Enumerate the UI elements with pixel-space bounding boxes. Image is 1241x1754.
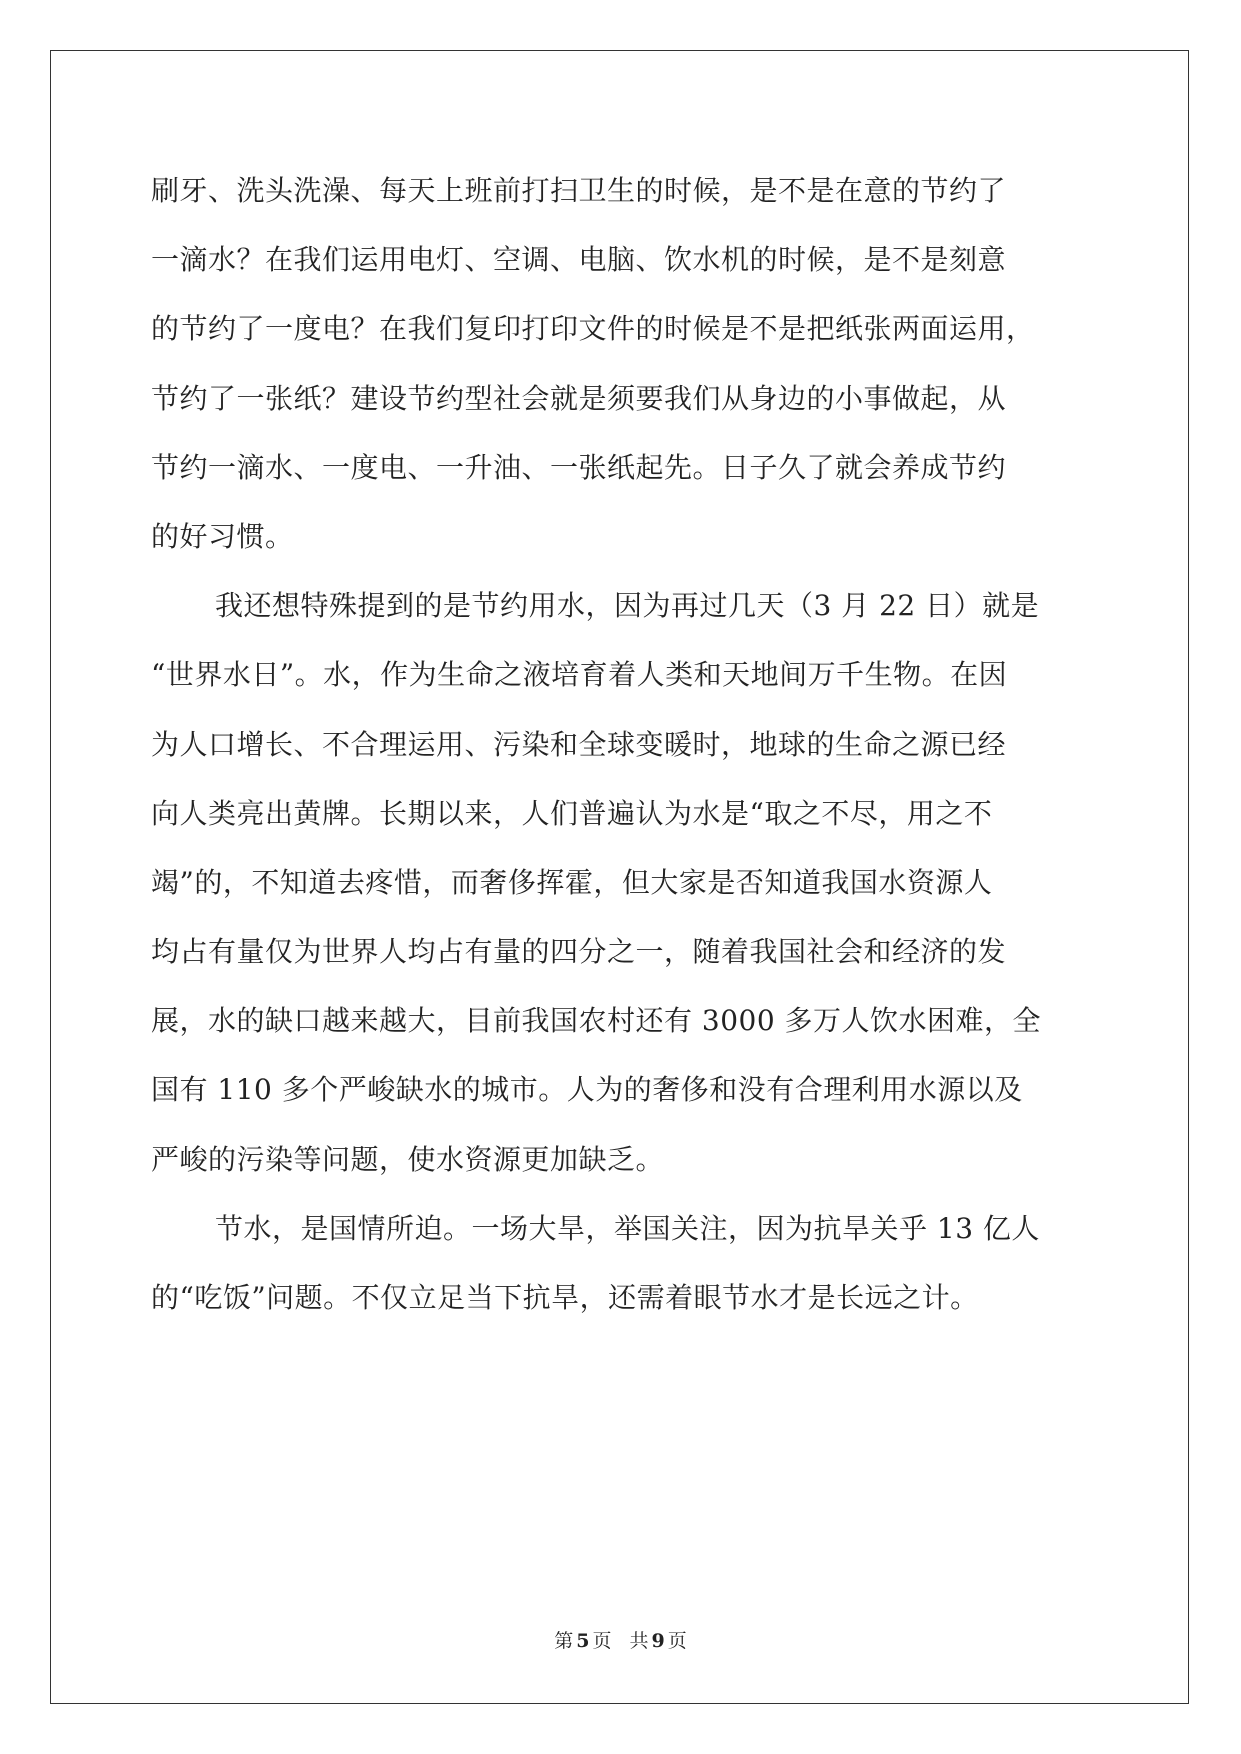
- total-prefix: 共: [629, 1630, 649, 1652]
- document-body: [151, 156, 1091, 1332]
- text-line: “世界水日”。水，作为生命之液培育着人类和天地间万千生物。在因: [151, 658, 1008, 692]
- text-line: 一滴水？在我们运用电灯、空调、电脑、饮水机的时候，是不是刻意: [151, 243, 1007, 277]
- page-footer: [0, 1626, 1241, 1653]
- text-line: 刷牙、洗头洗澡、每天上班前打扫卫生的时候，是不是在意的节约了: [151, 174, 1007, 207]
- text-line: 向人类亮出黄牌。长期以来，人们普遍认为水是“取之不尽，用之不: [151, 796, 993, 830]
- text-line: 国有 110 多个严峻缺水的城市。人为的奢侈和没有合理利用水源以及: [151, 1073, 1023, 1107]
- current-page-number: 5: [576, 1630, 590, 1652]
- text-line: 展，水的缺口越来越大，目前我国农村还有 3000 多万人饮水困难，全: [151, 1004, 1042, 1038]
- text-line: 的好习惯。: [151, 519, 294, 553]
- text-line: 为人口增长、不合理运用、污染和全球变暖时，地球的生命之源已经: [151, 727, 1007, 761]
- text-line: 的“吃饭”问题。不仅立足当下抗旱，还需着眼节水才是长远之计。: [151, 1281, 979, 1314]
- text-line: 的节约了一度电？在我们复印打印文件的时候是不是把纸张两面运用，: [151, 312, 1035, 346]
- text-line: 节水，是国情所迫。一场大旱，举国关注，因为抗旱关乎 13 亿人: [215, 1211, 1040, 1245]
- text-line: 均占有量仅为世界人均占有量的四分之一，随着我国社会和经济的发: [151, 935, 1007, 969]
- text-line: 严峻的污染等问题，使水资源更加缺乏。: [151, 1142, 665, 1176]
- text-line: 竭”的，不知道去疼惜，而奢侈挥霍，但大家是否知道我国水资源人: [151, 865, 993, 899]
- text-line: 节约了一张纸？建设节约型社会就是须要我们从身边的小事做起，从: [151, 381, 1007, 415]
- page-prefix: 第: [554, 1630, 574, 1652]
- text-line: 节约一滴水、一度电、一升油、一张纸起先。日子久了就会养成节约: [151, 450, 1007, 484]
- total-suffix: 页: [667, 1630, 687, 1652]
- page-suffix: 页: [592, 1630, 612, 1652]
- text-line: 我还想特殊提到的是节约用水，因为再过几天（3 月 22 日）就是: [215, 589, 1040, 623]
- total-page-count: 9: [651, 1630, 665, 1652]
